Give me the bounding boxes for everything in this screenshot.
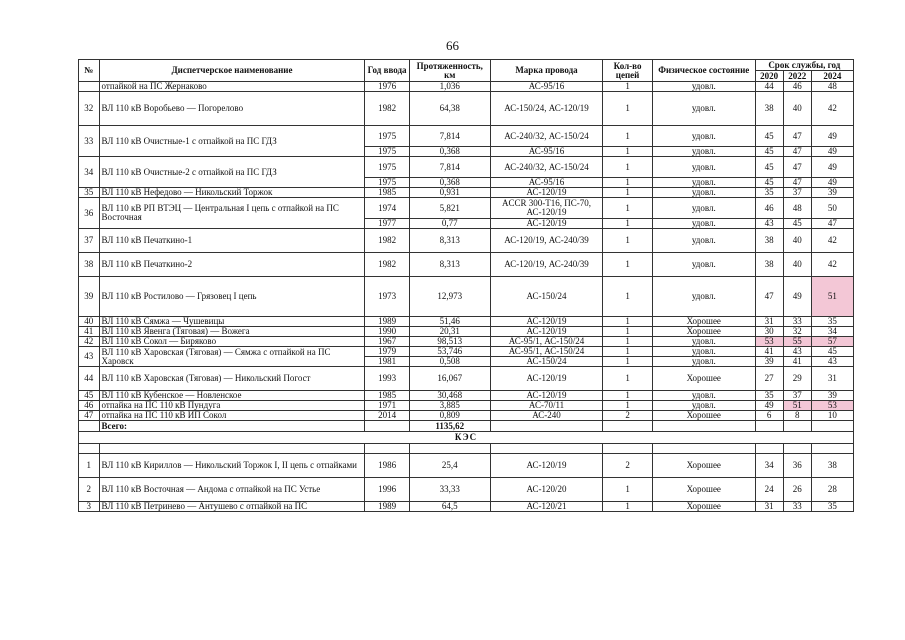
table-row (79, 337, 854, 347)
cell-length: 64,38 (409, 92, 490, 126)
cell-year: 1975 (365, 126, 409, 147)
cell-year: 1975 (365, 157, 409, 178)
cell-2024: 51 (811, 277, 853, 317)
cell-2020: 38 (755, 229, 783, 253)
power-lines-table (78, 59, 854, 512)
cell-2022: 47 (783, 157, 811, 178)
cell-state: удовл. (652, 188, 755, 198)
cell-length: 0,809 (409, 411, 490, 421)
cell-name: ВЛ 110 кВ Воробьево — Погорелово (99, 92, 365, 126)
cell-year: 1976 (365, 82, 409, 92)
cell-length: 0,931 (409, 188, 490, 198)
cell-chains: 1 (603, 147, 653, 157)
cell-length: 8,313 (409, 253, 490, 277)
header-no: № (79, 60, 100, 82)
table-row (79, 188, 854, 198)
cell-year: 1993 (365, 367, 409, 391)
cell-length: 3,885 (409, 401, 490, 411)
cell-empty (603, 421, 653, 432)
cell-no: 34 (79, 157, 100, 188)
cell-wire: АС-240/32, АС-150/24 (490, 157, 602, 178)
cell-no: 3 (79, 502, 100, 512)
cell-length: 53,746 (409, 347, 490, 357)
total-row (79, 421, 854, 432)
cell-2022: 46 (783, 82, 811, 92)
cell-year: 1985 (365, 391, 409, 401)
header-chains: Кол-во цепей (603, 60, 653, 82)
section-title: КЭС (79, 432, 854, 444)
cell-name: ВЛ 110 кВ Печаткино-2 (99, 253, 365, 277)
cell-state: удовл. (652, 82, 755, 92)
cell-2022: 43 (783, 347, 811, 357)
cell-2020: 46 (755, 198, 783, 219)
header-state: Физическое состояние (652, 60, 755, 82)
cell-name: ВЛ 110 кВ Печаткино-1 (99, 229, 365, 253)
cell-length: 64,5 (409, 502, 490, 512)
cell-name: ВЛ 110 кВ Кириллов — Никольский Торжок I, II цепь с отпайками (99, 454, 365, 478)
table-row (79, 82, 854, 92)
cell-2024: 42 (811, 229, 853, 253)
table-row (79, 454, 854, 478)
cell-2022: 32 (783, 327, 811, 337)
cell-chains: 2 (603, 411, 653, 421)
cell-chains: 1 (603, 367, 653, 391)
cell-name: ВЛ 110 кВ Сямжа — Чушевицы (99, 317, 365, 327)
cell-2024: 34 (811, 327, 853, 337)
cell-empty (811, 444, 853, 454)
cell-2020: 45 (755, 147, 783, 157)
cell-empty (603, 444, 653, 454)
cell-2020: 41 (755, 347, 783, 357)
cell-empty (365, 444, 409, 454)
cell-name: ВЛ 110 кВ Очистные-2 с отпайкой на ПС ГДЗ (99, 157, 365, 188)
table-row (79, 502, 854, 512)
cell-name: ВЛ 110 кВ Харовская (Тяговая) — Сямжа с отпайкой на ПС Харовск (99, 347, 365, 367)
cell-name: ВЛ 110 кВ РП ВТЭЦ — Центральная I цепь с отпайкой на ПС Восточная (99, 198, 365, 229)
cell-2020: 39 (755, 357, 783, 367)
cell-name: ВЛ 110 кВ Нефедово — Никольский Торжок (99, 188, 365, 198)
cell-2024: 31 (811, 367, 853, 391)
cell-chains: 1 (603, 357, 653, 367)
header-2020: 2020 (755, 71, 783, 82)
cell-2020: 47 (755, 277, 783, 317)
cell-2022: 40 (783, 229, 811, 253)
cell-2024: 57 (811, 337, 853, 347)
cell-length: 30,468 (409, 391, 490, 401)
cell-state: удовл. (652, 229, 755, 253)
cell-2022: 36 (783, 454, 811, 478)
cell-2022: 8 (783, 411, 811, 421)
cell-empty (79, 421, 100, 432)
cell-2024: 45 (811, 347, 853, 357)
cell-2024: 53 (811, 401, 853, 411)
cell-length: 20,31 (409, 327, 490, 337)
cell-state: удовл. (652, 347, 755, 357)
cell-chains: 1 (603, 391, 653, 401)
cell-chains: 1 (603, 82, 653, 92)
cell-wire: АС-95/16 (490, 178, 602, 188)
cell-2020: 24 (755, 478, 783, 502)
cell-2022: 47 (783, 126, 811, 147)
cell-no: 36 (79, 198, 100, 229)
cell-2022: 48 (783, 198, 811, 219)
cell-state: удовл. (652, 357, 755, 367)
cell-2020: 45 (755, 157, 783, 178)
cell-state: удовл. (652, 92, 755, 126)
cell-2024: 38 (811, 454, 853, 478)
total-label: Всего: (99, 421, 365, 432)
table-row (79, 253, 854, 277)
cell-empty (79, 444, 100, 454)
cell-empty (652, 444, 755, 454)
cell-year: 2014 (365, 411, 409, 421)
total-length: 1135,62 (409, 421, 490, 432)
cell-2020: 38 (755, 92, 783, 126)
cell-2020: 43 (755, 219, 783, 229)
cell-state: удовл. (652, 198, 755, 219)
cell-empty (783, 421, 811, 432)
cell-state: удовл. (652, 401, 755, 411)
cell-no: 42 (79, 337, 100, 347)
cell-2022: 41 (783, 357, 811, 367)
cell-name: ВЛ 110 кВ Восточная — Андома с отпайкой на ПС Устье (99, 478, 365, 502)
cell-chains: 1 (603, 219, 653, 229)
table-row (79, 347, 854, 357)
header-2022: 2022 (783, 71, 811, 82)
cell-wire: АС-70/11 (490, 401, 602, 411)
cell-year: 1982 (365, 92, 409, 126)
cell-2024: 47 (811, 219, 853, 229)
cell-chains: 1 (603, 478, 653, 502)
cell-chains: 1 (603, 337, 653, 347)
cell-year: 1982 (365, 253, 409, 277)
cell-2022: 33 (783, 317, 811, 327)
cell-wire: АС-150/24 (490, 277, 602, 317)
cell-state: удовл. (652, 219, 755, 229)
cell-wire: АС-120/19 (490, 454, 602, 478)
header-wire: Марка провода (490, 60, 602, 82)
table-row (79, 229, 854, 253)
cell-length: 16,067 (409, 367, 490, 391)
cell-year: 1974 (365, 198, 409, 219)
cell-wire: АС-120/19 (490, 367, 602, 391)
cell-name: ВЛ 110 кВ Кубенское — Новленское (99, 391, 365, 401)
cell-wire: АС-240/32, АС-150/24 (490, 126, 602, 147)
cell-2022: 47 (783, 147, 811, 157)
cell-wire: АС-95/1, АС-150/24 (490, 347, 602, 357)
cell-chains: 1 (603, 178, 653, 188)
cell-no: 38 (79, 253, 100, 277)
table-row (79, 126, 854, 147)
cell-no: 35 (79, 188, 100, 198)
cell-year: 1977 (365, 219, 409, 229)
cell-2024: 50 (811, 198, 853, 219)
cell-year: 1981 (365, 357, 409, 367)
cell-2022: 26 (783, 478, 811, 502)
table-row (79, 411, 854, 421)
cell-2022: 47 (783, 178, 811, 188)
cell-2022: 51 (783, 401, 811, 411)
cell-year: 1985 (365, 188, 409, 198)
cell-2022: 45 (783, 219, 811, 229)
cell-year: 1989 (365, 317, 409, 327)
cell-wire: АС-150/24, АС-120/19 (490, 92, 602, 126)
header-length: Протяженность, км (409, 60, 490, 82)
cell-wire: АС-150/24 (490, 357, 602, 367)
cell-wire: АС-120/19, АС-240/39 (490, 253, 602, 277)
cell-name: ВЛ 110 кВ Сокол — Биряково (99, 337, 365, 347)
cell-wire: АС-120/19 (490, 317, 602, 327)
cell-name: ВЛ 110 кВ Явенга (Тяговая) — Вожега (99, 327, 365, 337)
cell-2022: 49 (783, 277, 811, 317)
cell-state: Хорошее (652, 367, 755, 391)
cell-empty (652, 421, 755, 432)
cell-year: 1982 (365, 229, 409, 253)
cell-empty (783, 444, 811, 454)
cell-length: 7,814 (409, 157, 490, 178)
cell-no: 43 (79, 347, 100, 367)
cell-wire: АС-95/1, АС-150/24 (490, 337, 602, 347)
cell-length: 0,77 (409, 219, 490, 229)
cell-2022: 40 (783, 253, 811, 277)
cell-no: 44 (79, 367, 100, 391)
cell-wire: АС-120/19, АС-240/39 (490, 229, 602, 253)
cell-2024: 43 (811, 357, 853, 367)
cell-name: ВЛ 110 кВ Петринево — Антушево с отпайкой на ПС (99, 502, 365, 512)
cell-2020: 38 (755, 253, 783, 277)
cell-chains: 1 (603, 317, 653, 327)
cell-name: ВЛ 110 кВ Ростилово — Грязовец I цепь (99, 277, 365, 317)
cell-name: ВЛ 110 кВ Харовская (Тяговая) — Никольский Погост (99, 367, 365, 391)
cell-name: отпайка на ПС 110 кВ Пундуга (99, 401, 365, 411)
cell-length: 7,814 (409, 126, 490, 147)
cell-length: 8,313 (409, 229, 490, 253)
cell-state: Хорошее (652, 317, 755, 327)
cell-chains: 1 (603, 502, 653, 512)
cell-wire: АС-95/16 (490, 147, 602, 157)
cell-2024: 42 (811, 253, 853, 277)
cell-state: удовл. (652, 157, 755, 178)
table-row (79, 92, 854, 126)
cell-year: 1971 (365, 401, 409, 411)
cell-wire: АС-120/21 (490, 502, 602, 512)
cell-empty (409, 444, 490, 454)
cell-2020: 6 (755, 411, 783, 421)
cell-2024: 35 (811, 502, 853, 512)
cell-wire: АС-120/19 (490, 327, 602, 337)
table-row (79, 198, 854, 219)
cell-wire: АС-240 (490, 411, 602, 421)
cell-no: 33 (79, 126, 100, 157)
cell-length: 12,973 (409, 277, 490, 317)
cell-2024: 49 (811, 157, 853, 178)
page-number: 66 (446, 38, 459, 53)
cell-length: 33,33 (409, 478, 490, 502)
cell-chains: 1 (603, 229, 653, 253)
table-row (79, 391, 854, 401)
cell-2020: 34 (755, 454, 783, 478)
table-row (79, 277, 854, 317)
cell-2020: 31 (755, 317, 783, 327)
cell-state: удовл. (652, 178, 755, 188)
cell-2024: 49 (811, 178, 853, 188)
cell-no: 39 (79, 277, 100, 317)
cell-empty (99, 444, 365, 454)
cell-empty (811, 421, 853, 432)
cell-wire: АС-120/19 (490, 391, 602, 401)
cell-no: 32 (79, 92, 100, 126)
cell-2020: 27 (755, 367, 783, 391)
cell-2022: 33 (783, 502, 811, 512)
cell-year: 1975 (365, 147, 409, 157)
cell-state: удовл. (652, 337, 755, 347)
table-row (79, 478, 854, 502)
cell-2024: 39 (811, 188, 853, 198)
cell-name: отпайкой на ПС Жернаково (99, 82, 365, 92)
cell-2024: 42 (811, 92, 853, 126)
cell-empty (365, 421, 409, 432)
cell-no: 1 (79, 454, 100, 478)
cell-chains: 1 (603, 327, 653, 337)
cell-empty (755, 444, 783, 454)
cell-2020: 35 (755, 391, 783, 401)
header-year: Год ввода (365, 60, 409, 82)
cell-2022: 37 (783, 188, 811, 198)
cell-wire: АС-120/19 (490, 188, 602, 198)
cell-2020: 44 (755, 82, 783, 92)
section-row (79, 432, 854, 444)
cell-2024: 35 (811, 317, 853, 327)
cell-empty (490, 421, 602, 432)
cell-chains: 2 (603, 454, 653, 478)
cell-chains: 1 (603, 92, 653, 126)
table-row (79, 327, 854, 337)
cell-2020: 31 (755, 502, 783, 512)
cell-chains: 1 (603, 188, 653, 198)
cell-2020: 53 (755, 337, 783, 347)
cell-state: удовл. (652, 277, 755, 317)
cell-2022: 29 (783, 367, 811, 391)
cell-no: 47 (79, 411, 100, 421)
cell-chains: 1 (603, 277, 653, 317)
cell-no (79, 82, 100, 92)
cell-year: 1979 (365, 347, 409, 357)
cell-2024: 39 (811, 391, 853, 401)
table-row (79, 317, 854, 327)
cell-2022: 37 (783, 391, 811, 401)
cell-year: 1989 (365, 502, 409, 512)
cell-state: удовл. (652, 253, 755, 277)
table-row (79, 401, 854, 411)
cell-length: 0,368 (409, 178, 490, 188)
cell-name: ВЛ 110 кВ Очистные-1 с отпайкой на ПС ГДЗ (99, 126, 365, 157)
cell-no: 40 (79, 317, 100, 327)
cell-no: 46 (79, 401, 100, 411)
cell-2024: 48 (811, 82, 853, 92)
cell-2022: 40 (783, 92, 811, 126)
cell-length: 5,821 (409, 198, 490, 219)
cell-empty (490, 444, 602, 454)
cell-wire: АС-120/20 (490, 478, 602, 502)
cell-length: 0,368 (409, 147, 490, 157)
cell-state: Хорошее (652, 502, 755, 512)
cell-2024: 28 (811, 478, 853, 502)
cell-no: 2 (79, 478, 100, 502)
cell-state: удовл. (652, 391, 755, 401)
header-name: Диспетчерское наименование (99, 60, 365, 82)
cell-year: 1973 (365, 277, 409, 317)
cell-empty (755, 421, 783, 432)
cell-state: удовл. (652, 126, 755, 147)
cell-length: 51,46 (409, 317, 490, 327)
cell-no: 37 (79, 229, 100, 253)
cell-year: 1975 (365, 178, 409, 188)
cell-no: 41 (79, 327, 100, 337)
cell-state: Хорошее (652, 411, 755, 421)
cell-year: 1996 (365, 478, 409, 502)
cell-chains: 1 (603, 157, 653, 178)
cell-chains: 1 (603, 253, 653, 277)
cell-chains: 1 (603, 198, 653, 219)
cell-year: 1986 (365, 454, 409, 478)
table-header (79, 60, 854, 82)
cell-wire: ACCR 300-T16, ПС-70, АС-120/19 (490, 198, 602, 219)
header-2024: 2024 (811, 71, 853, 82)
cell-2020: 49 (755, 401, 783, 411)
cell-2020: 30 (755, 327, 783, 337)
cell-2022: 55 (783, 337, 811, 347)
cell-length: 98,513 (409, 337, 490, 347)
cell-length: 1,036 (409, 82, 490, 92)
cell-state: удовл. (652, 147, 755, 157)
table-row (79, 157, 854, 178)
cell-name: отпайка на ПС 110 кВ ИП Сокол (99, 411, 365, 421)
empty-row (79, 444, 854, 454)
table-row (79, 367, 854, 391)
cell-year: 1990 (365, 327, 409, 337)
cell-wire: АС-120/19 (490, 219, 602, 229)
cell-length: 0,508 (409, 357, 490, 367)
cell-2020: 45 (755, 126, 783, 147)
cell-2020: 35 (755, 188, 783, 198)
cell-2024: 49 (811, 147, 853, 157)
cell-state: Хорошее (652, 327, 755, 337)
header-service: Срок службы, год (755, 60, 853, 71)
cell-state: Хорошее (652, 454, 755, 478)
cell-wire: АС-95/16 (490, 82, 602, 92)
cell-2024: 10 (811, 411, 853, 421)
cell-chains: 1 (603, 347, 653, 357)
cell-state: Хорошее (652, 478, 755, 502)
cell-length: 25,4 (409, 454, 490, 478)
cell-no: 45 (79, 391, 100, 401)
cell-chains: 1 (603, 401, 653, 411)
cell-2020: 45 (755, 178, 783, 188)
cell-chains: 1 (603, 126, 653, 147)
cell-2024: 49 (811, 126, 853, 147)
cell-year: 1967 (365, 337, 409, 347)
